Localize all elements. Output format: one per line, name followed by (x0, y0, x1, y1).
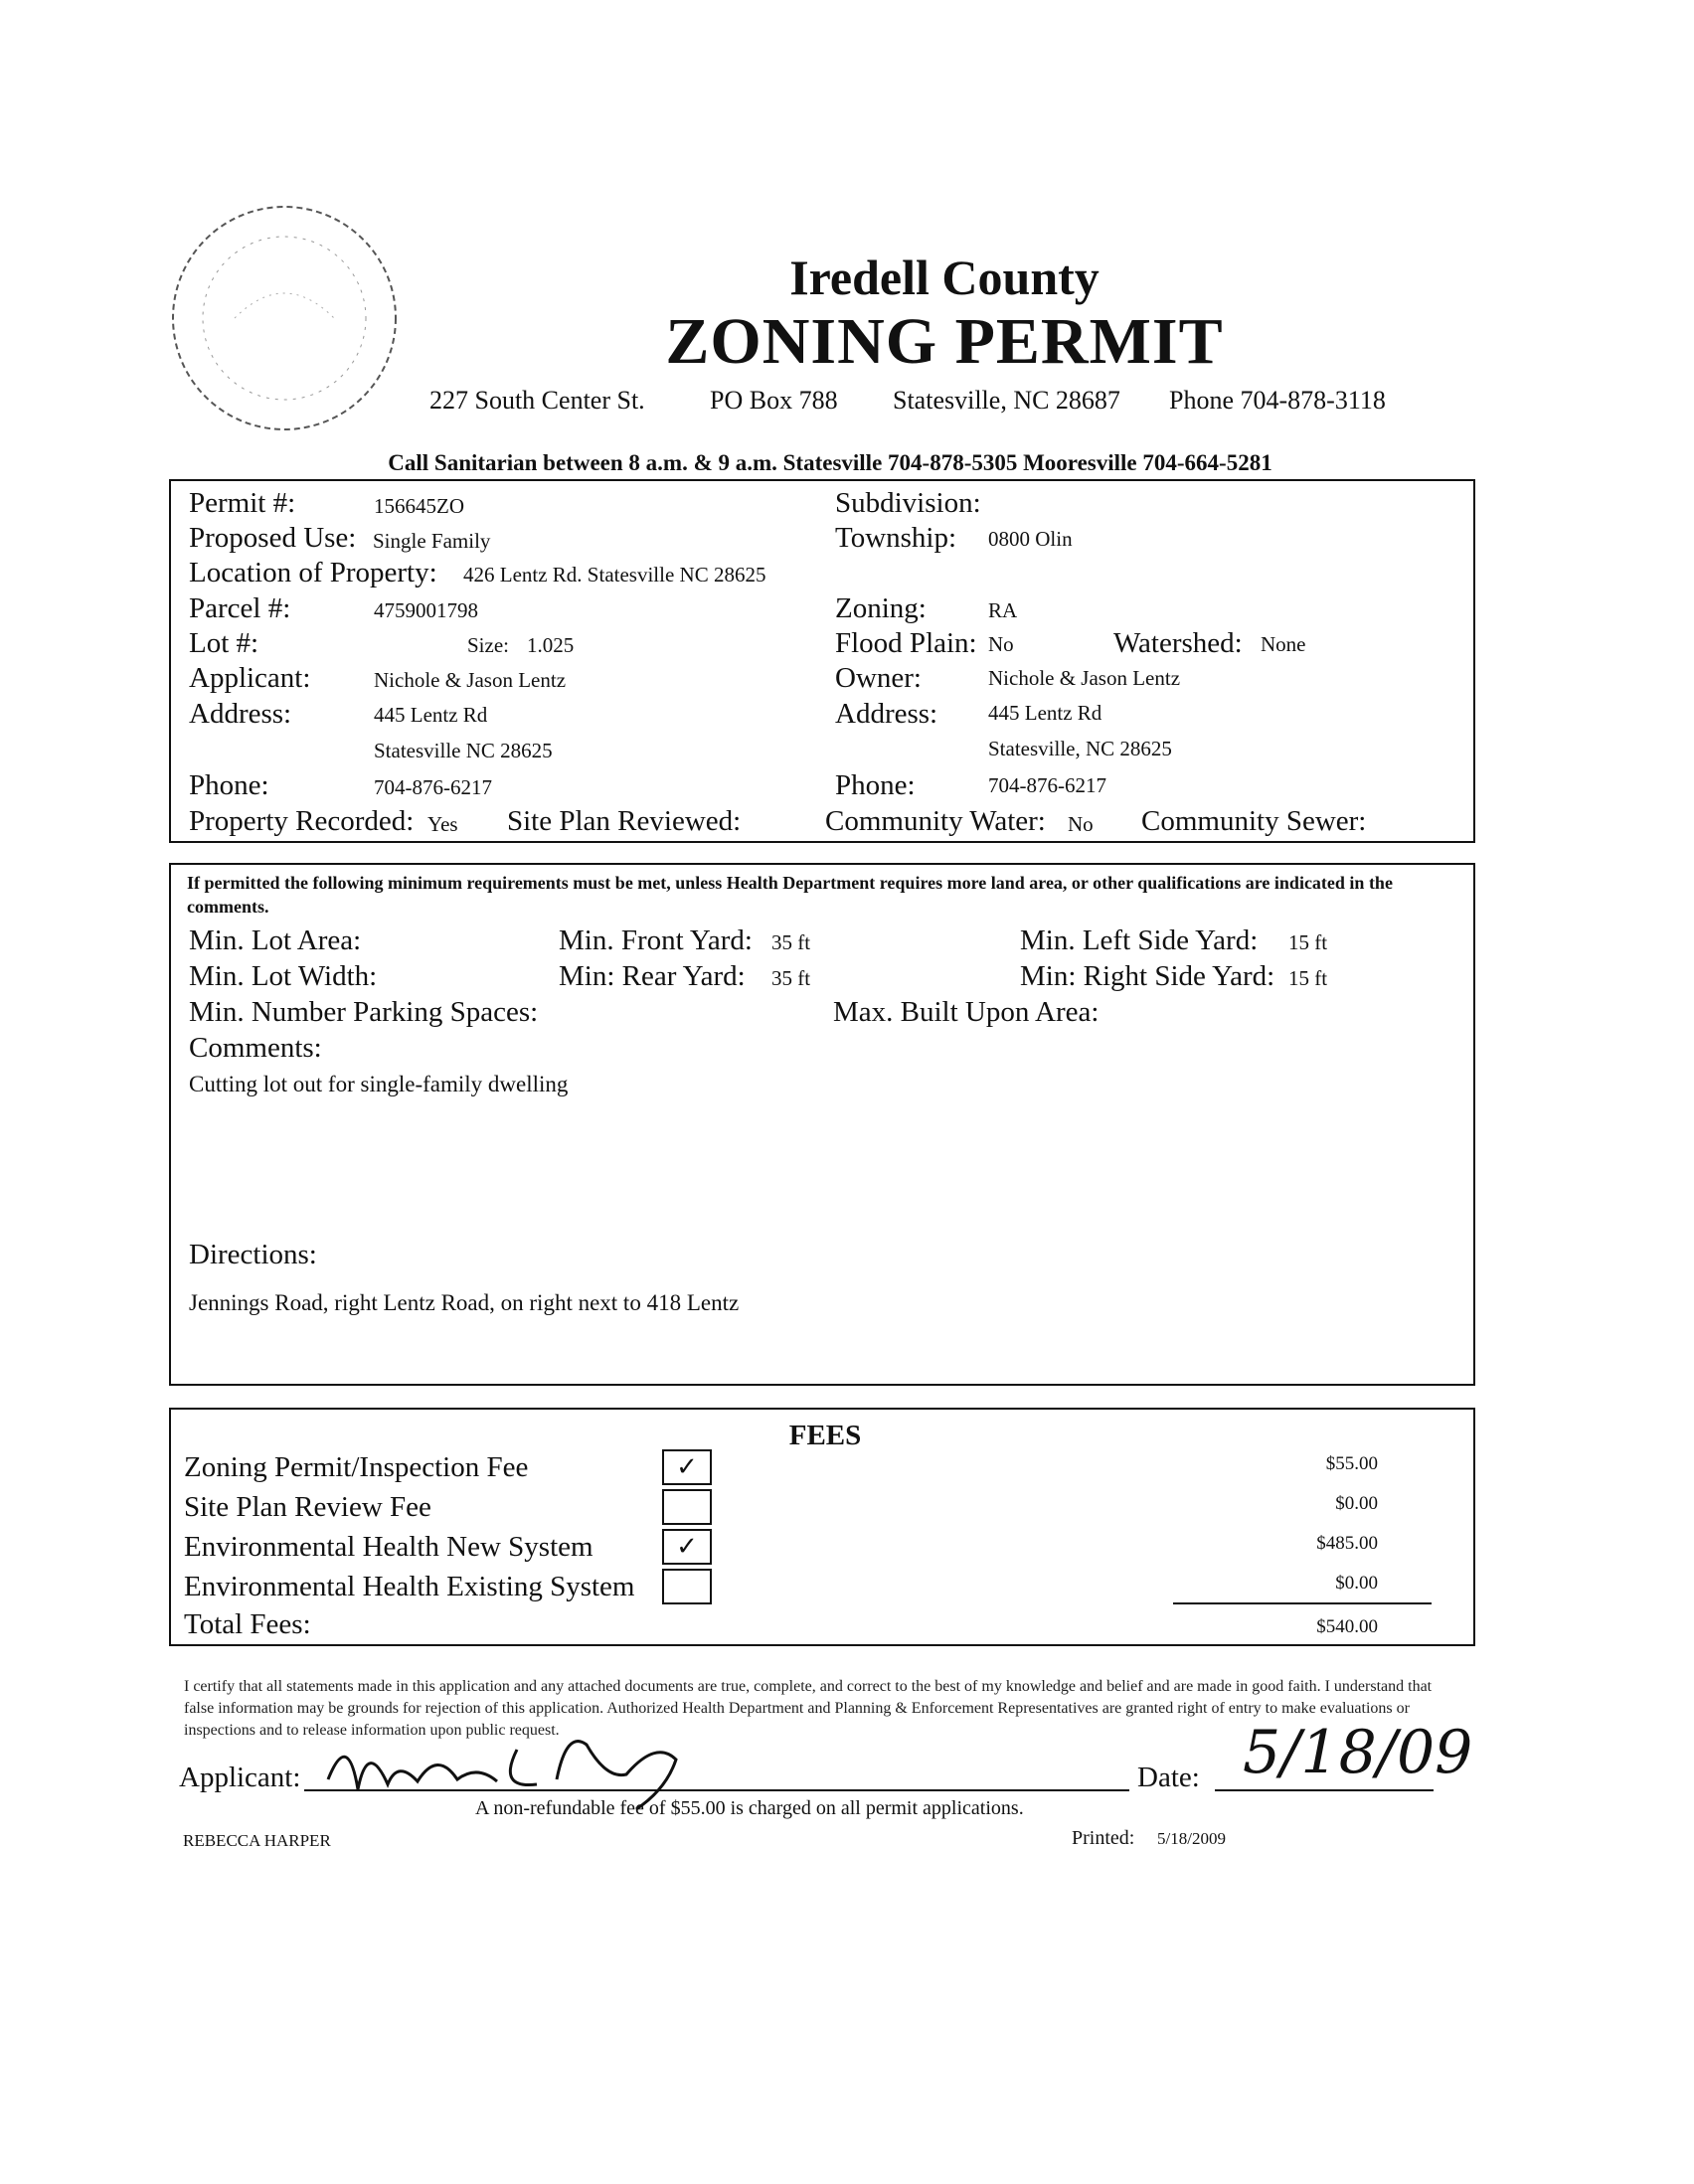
min-right-side-yard-label: Min: Right Side Yard: (1020, 960, 1275, 992)
fee-label-site-plan: Site Plan Review Fee (184, 1491, 431, 1523)
printed-label: Printed: (1072, 1827, 1135, 1849)
township-label: Township: (835, 522, 957, 554)
total-fees-label: Total Fees: (184, 1608, 311, 1640)
min-front-yard: 35 ft (771, 930, 811, 954)
owner-phone: 704-876-6217 (988, 773, 1106, 797)
fee-amount-site-plan: $0.00 (1335, 1493, 1378, 1514)
owner-address-line2: Statesville, NC 28625 (988, 737, 1172, 760)
permit-info-box (169, 479, 1475, 843)
site-plan-reviewed-label: Site Plan Reviewed: (507, 805, 742, 837)
proposed-use: Single Family (373, 529, 491, 553)
nonrefundable-notice: A non-refundable fee of $55.00 is charged on all permit applications. (475, 1797, 1024, 1819)
total-fees: $540.00 (1316, 1616, 1378, 1637)
township: 0800 Olin (988, 527, 1073, 551)
applicant-address-label: Address: (189, 698, 292, 730)
fee-checkbox-site-plan[interactable] (662, 1489, 712, 1525)
watershed: None (1261, 632, 1306, 656)
lot-size: 1.025 (527, 633, 575, 657)
fee-total-rule (1173, 1602, 1432, 1604)
min-right-side-yard: 15 ft (1288, 966, 1328, 990)
office-phone: Phone 704-878-3118 (1169, 386, 1386, 415)
flood-plain: No (988, 632, 1014, 656)
applicant-phone-label: Phone: (189, 769, 269, 801)
clerk-name: REBECCA HARPER (183, 1831, 331, 1850)
fees-title: FEES (788, 1420, 862, 1451)
sanitarian-call-line: Call Sanitarian between 8 a.m. & 9 a.m. Statesville 704-878-5305 Mooresville 704-664-5281 (388, 450, 1272, 475)
applicant-signature-label: Applicant: (179, 1762, 301, 1793)
street-address: 227 South Center St. (429, 386, 645, 415)
property-location: 426 Lentz Rd. Statesville NC 28625 (463, 563, 766, 587)
min-left-side-yard-label: Min. Left Side Yard: (1020, 924, 1259, 956)
po-box: PO Box 788 (710, 386, 838, 415)
community-sewer-label: Community Sewer: (1141, 805, 1367, 837)
min-parking-label: Min. Number Parking Spaces: (189, 996, 539, 1028)
applicant-address-line2: Statesville NC 28625 (374, 739, 553, 762)
comments-label: Comments: (189, 1032, 322, 1064)
owner-address-label: Address: (835, 698, 938, 730)
min-rear-yard: 35 ft (771, 966, 811, 990)
owner-name: Nichole & Jason Lentz (988, 666, 1181, 690)
applicant-phone: 704-876-6217 (374, 775, 492, 799)
permit-number: 156645ZO (374, 494, 464, 518)
comments-text: Cutting lot out for single-family dwelling (189, 1072, 569, 1096)
min-rear-yard-label: Min: Rear Yard: (559, 960, 746, 992)
fee-amount-env-health-new: $485.00 (1316, 1533, 1378, 1554)
fee-amount-zoning-permit: $55.00 (1325, 1453, 1378, 1474)
parcel-number: 4759001798 (374, 598, 478, 622)
signed-date: 5/18/09 (1243, 1718, 1473, 1787)
applicant-address-line1: 445 Lentz Rd (374, 703, 488, 727)
zoning-label: Zoning: (835, 592, 927, 624)
fee-checkbox-env-health-new[interactable]: ✓ (662, 1529, 712, 1565)
applicant-name: Nichole & Jason Lentz (374, 668, 567, 692)
proposed-use-label: Proposed Use: (189, 522, 357, 554)
location-label: Location of Property: (189, 557, 437, 588)
min-lot-width-label: Min. Lot Width: (189, 960, 378, 992)
date-label: Date: (1137, 1762, 1200, 1793)
min-front-yard-label: Min. Front Yard: (559, 924, 753, 956)
lot-label: Lot #: (189, 627, 259, 659)
community-water-label: Community Water: (825, 805, 1046, 837)
parcel-label: Parcel #: (189, 592, 291, 624)
city-address: Statesville, NC 28687 (893, 386, 1120, 415)
owner-address-line1: 445 Lentz Rd (988, 701, 1102, 725)
fee-label-env-health-existing: Environmental Health Existing System (184, 1571, 635, 1602)
county-name: Iredell County (789, 250, 1100, 305)
fee-checkbox-env-health-existing[interactable] (662, 1569, 712, 1604)
applicant-label: Applicant: (189, 662, 311, 694)
county-seal (165, 199, 404, 437)
community-water: No (1068, 812, 1094, 836)
size-label: Size: (467, 633, 509, 657)
fee-checkbox-zoning-permit[interactable]: ✓ (662, 1449, 712, 1485)
owner-phone-label: Phone: (835, 769, 916, 801)
flood-plain-label: Flood Plain: (835, 627, 977, 659)
max-built-upon-label: Max. Built Upon Area: (833, 996, 1100, 1028)
directions-text: Jennings Road, right Lentz Road, on right next to 418 Lentz (189, 1290, 740, 1315)
requirements-note: If permitted the following minimum requirements must be met, unless Health Department requires more land area, or other qualifications are indicated in the comments. (187, 873, 1393, 917)
date-line (1215, 1789, 1434, 1791)
min-left-side-yard: 15 ft (1288, 930, 1328, 954)
fee-amount-env-health-existing: $0.00 (1335, 1573, 1378, 1594)
directions-label: Directions: (189, 1239, 317, 1270)
document-title: ZONING PERMIT (665, 305, 1224, 378)
printed-date: 5/18/2009 (1157, 1829, 1226, 1848)
certification-text: I certify that all statements made in this application and any attached documents are true, complete, and correct to the best of my knowledge and belief and are made in good faith. I understand that false information may be grounds for rejection of this application. Authorized Health Department and Planning & Enforcement Representatives are granted right of entry to make evaluations or inspections and to release information upon public request. (184, 1678, 1433, 1739)
property-recorded-label: Property Recorded: (189, 805, 415, 837)
fee-label-env-health-new: Environmental Health New System (184, 1531, 593, 1563)
min-lot-area-label: Min. Lot Area: (189, 924, 362, 956)
property-recorded: Yes (427, 812, 458, 836)
owner-label: Owner: (835, 662, 922, 694)
fee-label-zoning-permit: Zoning Permit/Inspection Fee (184, 1451, 529, 1483)
subdivision-label: Subdivision: (835, 487, 981, 519)
permit-number-label: Permit #: (189, 487, 296, 519)
zoning-value: RA (988, 598, 1018, 622)
watershed-label: Watershed: (1113, 627, 1243, 659)
